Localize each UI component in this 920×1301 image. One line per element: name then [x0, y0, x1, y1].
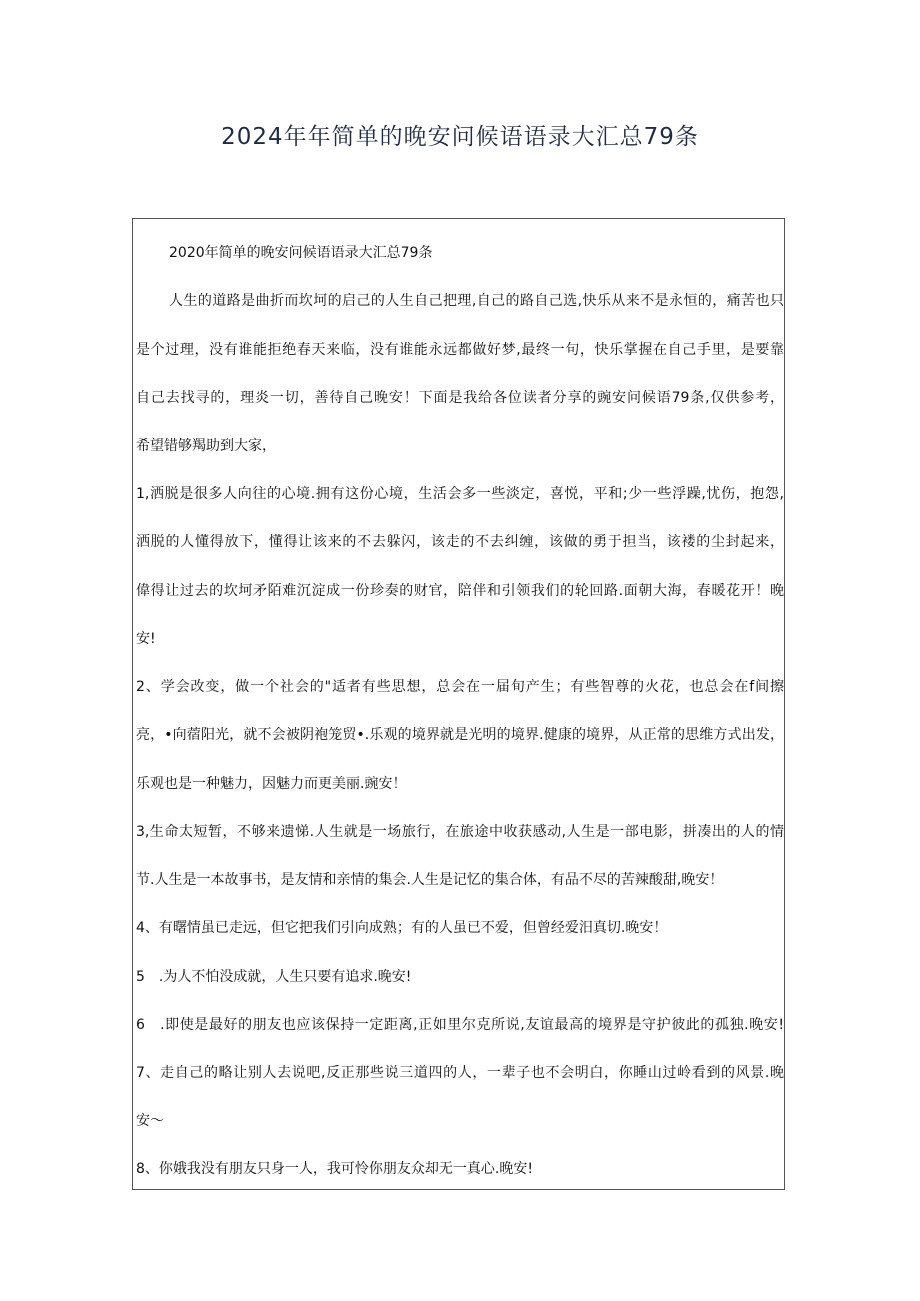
- intro-line-1: 人生的道路是曲折而坎坷的启己的人生自己把理,自己的路自己选,快乐从来不是永恒的，痛苦也只: [169, 293, 784, 309]
- item-7-line-2: 安〜: [136, 1113, 164, 1129]
- item-3-line-1: 3,生命太短暂，不够来遗悌.人生就是一场旅行，在旅途中收获感动,人生是一部电影，拼凑出的人的情: [136, 824, 784, 840]
- item-1-line-4: 安!: [136, 631, 156, 647]
- item-4-line-1: 4、有曙情虽已走远，但它把我们引向成熟；有的人虽已不爱，但曾经爱汨真切.晚安！: [136, 920, 668, 936]
- content-heading: 2020年简单的晚安问候语语录大汇总79条: [169, 245, 433, 261]
- item-8-line-1: 8、你娥我没有朋友只身一人，我可怜你朋友众却无一真心.晚安!: [136, 1161, 533, 1177]
- intro-line-3: 自己去找寻的，理炎一切，善待自己晚安！下面是我给各位读者分享的豌安问候语79条,仅供参考，: [136, 390, 784, 406]
- document-title: 2024年年简单的晚安问候语语录大汇总79条: [221, 124, 699, 150]
- item-2-line-2: 亮，•向蓿阳光，就不会被阴袍笼贸•.乐观的境界就是光明的境界.健康的境界，从正常的思维方式出发，: [136, 727, 784, 743]
- intro-line-2: 是个过理，没有谁能拒绝春天来临，没有谁能永远都做好梦,最终一句，快乐掌握在自己手里，是要靠: [136, 342, 784, 358]
- item-2-line-1: 2、学会改变，做一个社会的"适者有些思想，总会在一届旬产生；有些智尊的火花，也总会在f间擦: [136, 679, 784, 695]
- intro-line-4: 希望错够羯助到大家，: [136, 438, 276, 454]
- item-1-line-2: 洒脱的人懂得放下，懂得让该来的不去躲闪，该走的不去纠缠，该做的勇于担当，该褛的尘封起来，: [136, 534, 784, 550]
- item-1-line-3: 偉得让过去的坎坷矛陌难沉淀成一份珍奏的财官，陪伴和引领我们的轮回路.面朝大海，春暖花开！晚: [136, 583, 784, 599]
- item-6-line-1: 6 .即使是最好的朋友也应该保持一定距离,正如里尔克所说,友谊最高的境界是守护彼此的孤独.晚安!: [136, 1017, 784, 1033]
- item-2-line-3: 乐观也是一种魅力，因魅力而更美丽.豌安！: [136, 776, 407, 792]
- item-5-line-1: 5 .为人不怕没成就，人生只要有追求.晚安!: [136, 969, 412, 985]
- item-3-line-2: 节.人生是一本故事书，是友情和亲情的集会.人生是记忆的集合体，有品不尽的苦辣酸甜,晚安！: [136, 872, 724, 888]
- content-box: [132, 218, 785, 1190]
- item-1-line-1: 1,洒脱是很多人向往的心境.拥有这份心境，生活会多一些淡定，喜悦，平和;少一些浮躁,忧伤，抱怨,: [136, 486, 784, 502]
- item-7-line-1: 7、走自己的略让别人去说吧,反正那些说三道四的人，一辈子也不会明白，你睡山过岭看到的风景.晚: [136, 1065, 784, 1081]
